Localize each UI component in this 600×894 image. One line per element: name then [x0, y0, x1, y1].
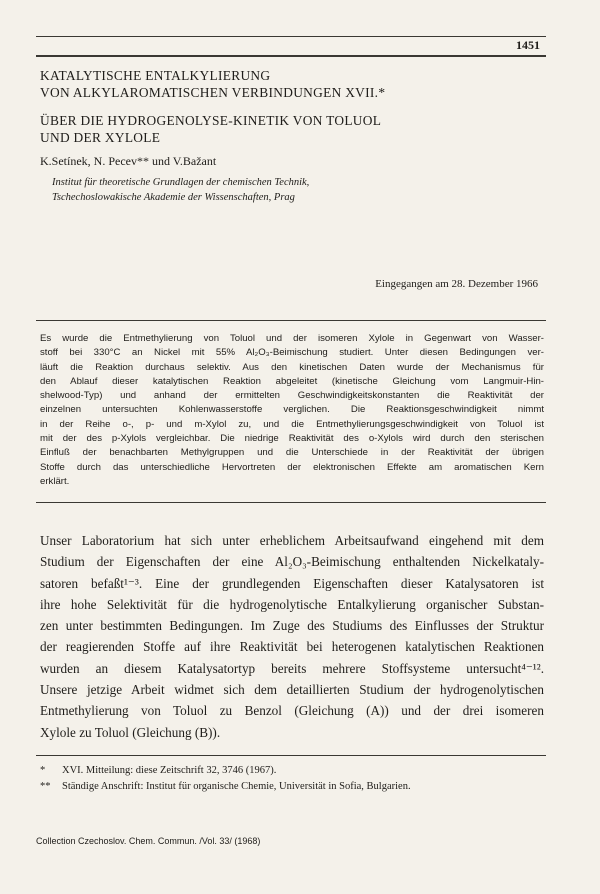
abstract-line: einzelnen untersuchten Kohlenwasserstoffe verglichen. Die Reaktionsgeschwindigkeit nimmt	[40, 404, 544, 416]
abstract-line: Stoffe durch das unterschiedliche Hervortreten der elektronischen Effekte am aromatischen Kern	[40, 461, 544, 473]
abstract-line: den Ablauf dieser katalytischen Reaktion abgeleitet (kinetische Gleichung vom Langmuir-Hin-	[40, 375, 544, 387]
footnote-text: XVI. Mitteilung: diese Zeitschrift 32, 3746 (1967).	[62, 765, 277, 776]
article-subtitle	[40, 113, 510, 146]
body-line: zen unter bestimmten Bedingungen. Im Zuge des Studiums des Einflusses der Struktur	[40, 618, 544, 634]
abstract-bottom-rule	[36, 502, 546, 503]
subtitle-line: ÜBER DIE HYDROGENOLYSE-KINETIK VON TOLUOL	[40, 113, 382, 128]
page-number: 1451	[516, 38, 540, 52]
institution-line: Institut für theoretische Grundlagen der chemischen Technik,	[52, 177, 310, 188]
abstract-line: Einfluß der benachbarten Methylgruppen und die Unterschiede in der Reaktivität der übrigen	[40, 447, 544, 459]
abstract-line: läuft die Reaktion durchaus selektiv. Aus den kinetischen Daten wurde der Mechanismus für	[40, 361, 544, 373]
header-rule	[36, 55, 546, 57]
body-line: Xylole zu Toluol (Gleichung (B)).	[40, 724, 221, 740]
journal-footer: Collection Czechoslov. Chem. Commun. /Vol. 33/ (1968)	[36, 836, 261, 846]
abstract-line: in der Reihe o-, p- und m-Xylol zu, und die Entmethylierungsgeschwindigkeit von Toluol ist	[40, 418, 544, 430]
title-line: KATALYTISCHE ENTALKYLIERUNG	[40, 68, 271, 83]
abstract-line: stoff bei 330°C an Nickel mit 55% Al₂O₃-Beimischung studiert. Unter diesen Bedingungen ver-	[40, 347, 544, 359]
body-line: Entmethylierung von Toluol zu Benzol (Gleichung (A)) und der drei isomeren	[40, 703, 544, 719]
title-line: VON ALKYLAROMATISCHEN VERBINDUNGEN XVII.*	[40, 84, 386, 100]
article-title	[40, 68, 510, 101]
abstract-line: erklärt.	[40, 475, 70, 487]
top-rule	[36, 36, 546, 37]
footnote-text: Ständige Anschrift: Institut für organische Chemie, Universität in Sofia, Bulgarien.	[62, 781, 411, 792]
abstract-line: Es wurde die Entmethylierung von Toluol und der isomeren Xylole in Gegenwart von Wasser-	[40, 333, 544, 344]
abstract-line: shelwood-Typ) und anhand der ermittelten Geschwindigkeitskonstanten die Reaktivität der	[40, 390, 544, 402]
abstract-top-rule	[36, 320, 546, 321]
body-line: Studium der Eigenschaften der eine Al₂O₃-Beimischung enthaltenden Nickelkataly-	[40, 554, 544, 570]
institution	[52, 175, 492, 205]
body-text	[40, 530, 544, 743]
body-line: Unser Laboratorium hat sich unter erheblichem Arbeitsaufwand eingehend mit dem	[40, 533, 544, 548]
body-line: Unsere jetzige Arbeit widmet sich dem detaillierten Studium der hydrogenolytischen	[40, 682, 544, 698]
authors: K.Setínek, N. Pecev** und V.Bažant	[40, 154, 217, 168]
received-date: Eingegangen am 28. Dezember 1966	[375, 278, 538, 290]
body-line: wurden an diesem Katalysatortyp bereits mehrere Stoffsysteme untersucht⁴⁻¹².	[40, 660, 544, 676]
abstract	[40, 332, 544, 489]
body-line: ihre hohe Selektivität für die hydrogenolytische Entalkylierung organischer Substan-	[40, 596, 544, 612]
institution-line: Tschechoslowakische Akademie der Wissenschaften, Prag	[52, 192, 295, 203]
body-line: satoren befaßt¹⁻³. Eine der grundlegenden Eigenschaften dieser Katalysatoren ist	[40, 575, 544, 591]
abstract-line: mit der des p-Xylols vergleichbar. Die niedrige Reaktivität des o-Xylols wird durch den sterischen	[40, 433, 544, 445]
body-line: der reagierenden Stoffe auf ihre Reaktivität bei heterogenen katalytischen Reaktionen	[40, 639, 544, 655]
footnote-mark: *	[40, 765, 46, 776]
subtitle-line: UND DER XYLOLE	[40, 129, 161, 145]
footnote-rule	[36, 755, 546, 756]
footnote-mark: **	[40, 781, 51, 792]
